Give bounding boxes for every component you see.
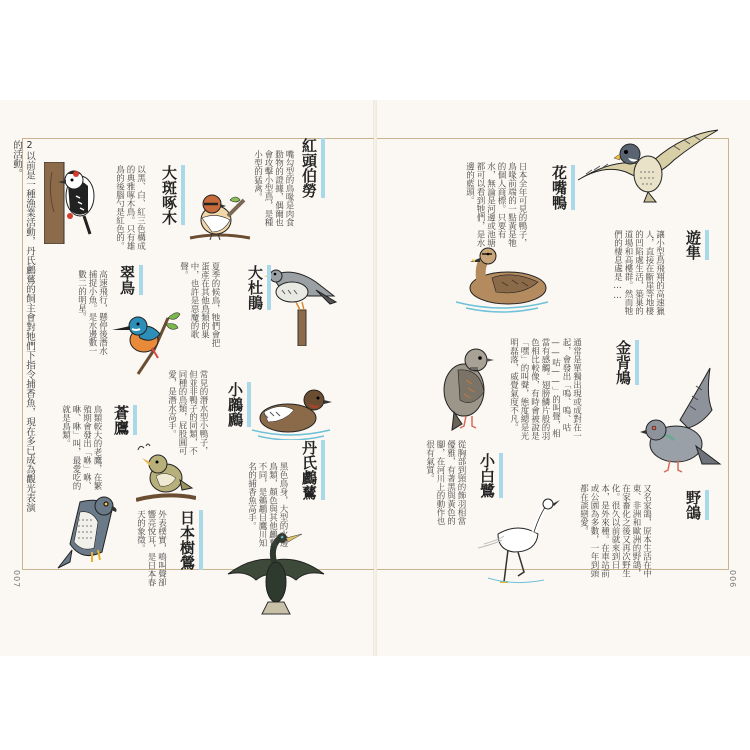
kingfisher-desc: 高速飛行，懸停後潛水捕捉小魚。是水邊數一數二的明星。 [76,270,108,355]
pigeon-desc: 又名家鴿，原本生活在中東、非洲和歐洲的野鴿，在家畜化之後又再次野生化。很久以前就來到日本，是外來種。在車站前或公園為多數，一年到頭都在談戀愛。 [578,484,652,578]
egret-title: 小白鷺 [478,453,503,498]
duck-illustration [452,244,552,314]
grebe-title: 小鸊鷉 [226,382,251,427]
grebe-illustration [250,382,334,440]
goshawk-illustration [52,492,124,572]
goshawk-title: 蒼鷹 [112,405,137,435]
falcon-title: 遊隼 [684,230,709,260]
page-number-left: 007 [12,570,21,589]
falcon-illustration [574,124,720,204]
cuckoo-illustration [262,262,338,346]
warbler-desc: 外表樸實，鳴叫聲卻響亮悅耳，是日本春天的象徵。 [135,510,167,587]
turtledove-title: 金背鳩 [614,340,639,385]
cormorant-title: 丹氏鸕鶿 [300,440,325,500]
turtledove-desc: 通常是單獨出現或成對在一起，會發出「嗚、嗚、咕——咕——」的叫聲，相當有感觸。翅膀鱗片般的羽色相比較像，有時會被說是「嘿」的叫聲，態度總是光明磊落，威覺氣度不凡。 [508,338,582,440]
cormorant-desc: 黑色鳥身，大型的水邊鳥類，顏色與其他鸕鶿不同，是鵜鶘目鷹川知名的捕香魚高手。 [246,462,288,547]
duck-desc: 日本全年可見的鴨子，鳥喙前端的一點黃是牠的個人商標。只要有水，無論是河邊或池塘都可以看到牠們，是水邊的藍頭。 [464,162,527,247]
intro-number: 2 [24,140,35,151]
goshawk-desc: 鳥類較大的老鷹，在繁殖期會發出「咻」咻、咻、咻」叫，最愛吃的就是鳥類。 [60,405,102,490]
grebe-desc: 常見的潛水型小鴨子，但並非鴨子的同類，不同種的鳥類，屁股圓可愛，是潛水高手。 [166,370,208,455]
cuckoo-desc: 夏季的候鳥，牠們會把蛋產在其他鳥類的巢中，也許是惡魔的歌聲。 [178,262,220,347]
shrike-title: 紅頭伯勞 [300,138,325,198]
egret-illustration [474,494,560,586]
pigeon-illustration [640,366,722,488]
page-number-right: 006 [728,570,737,589]
falcon-desc: 讓小型鳥飛翔的高速獵人，直接在斷崖等地棲的凹陷處生活，築巢的道場和高樓群。然而牠們的棲息處是…… [612,230,665,315]
warbler-title: 日本樹鶯 [178,510,203,570]
cuckoo-title: 大杜鵑 [246,265,271,310]
egret-desc: 從胸部到頸的飾羽相當優雅，有著黑與黃色的腳，在河川上的動作也很有氣質。 [424,440,466,525]
pigeon-title: 野鴿 [684,490,709,520]
shrike-illustration [188,188,252,246]
woodpecker-desc: 以黑、白、紅三色構成的典雅啄木鳥。只有雄鳥的後腦勺是紅色的。 [114,165,146,250]
kingfisher-illustration [108,298,188,376]
woodpecker-title: 大斑啄木 [160,165,185,225]
turtledove-illustration [432,340,498,432]
kingfisher-title: 翠鳥 [118,265,143,295]
intro-text: 2以前是一種漁業活動，丹氏鸕鶿的飼主會對牠們下指令捕香魚，現在多已成為觀光表演的活動。 [11,140,35,512]
woodpecker-illustration [44,162,102,244]
shrike-desc: 嘴勾型的鳥喙是肉食動物的證據，偶爾也會攻擊小型鳥，是種小型的猛禽。 [252,150,294,227]
warbler-illustration [136,440,196,506]
duck-title: 花嘴鴨 [550,165,575,210]
